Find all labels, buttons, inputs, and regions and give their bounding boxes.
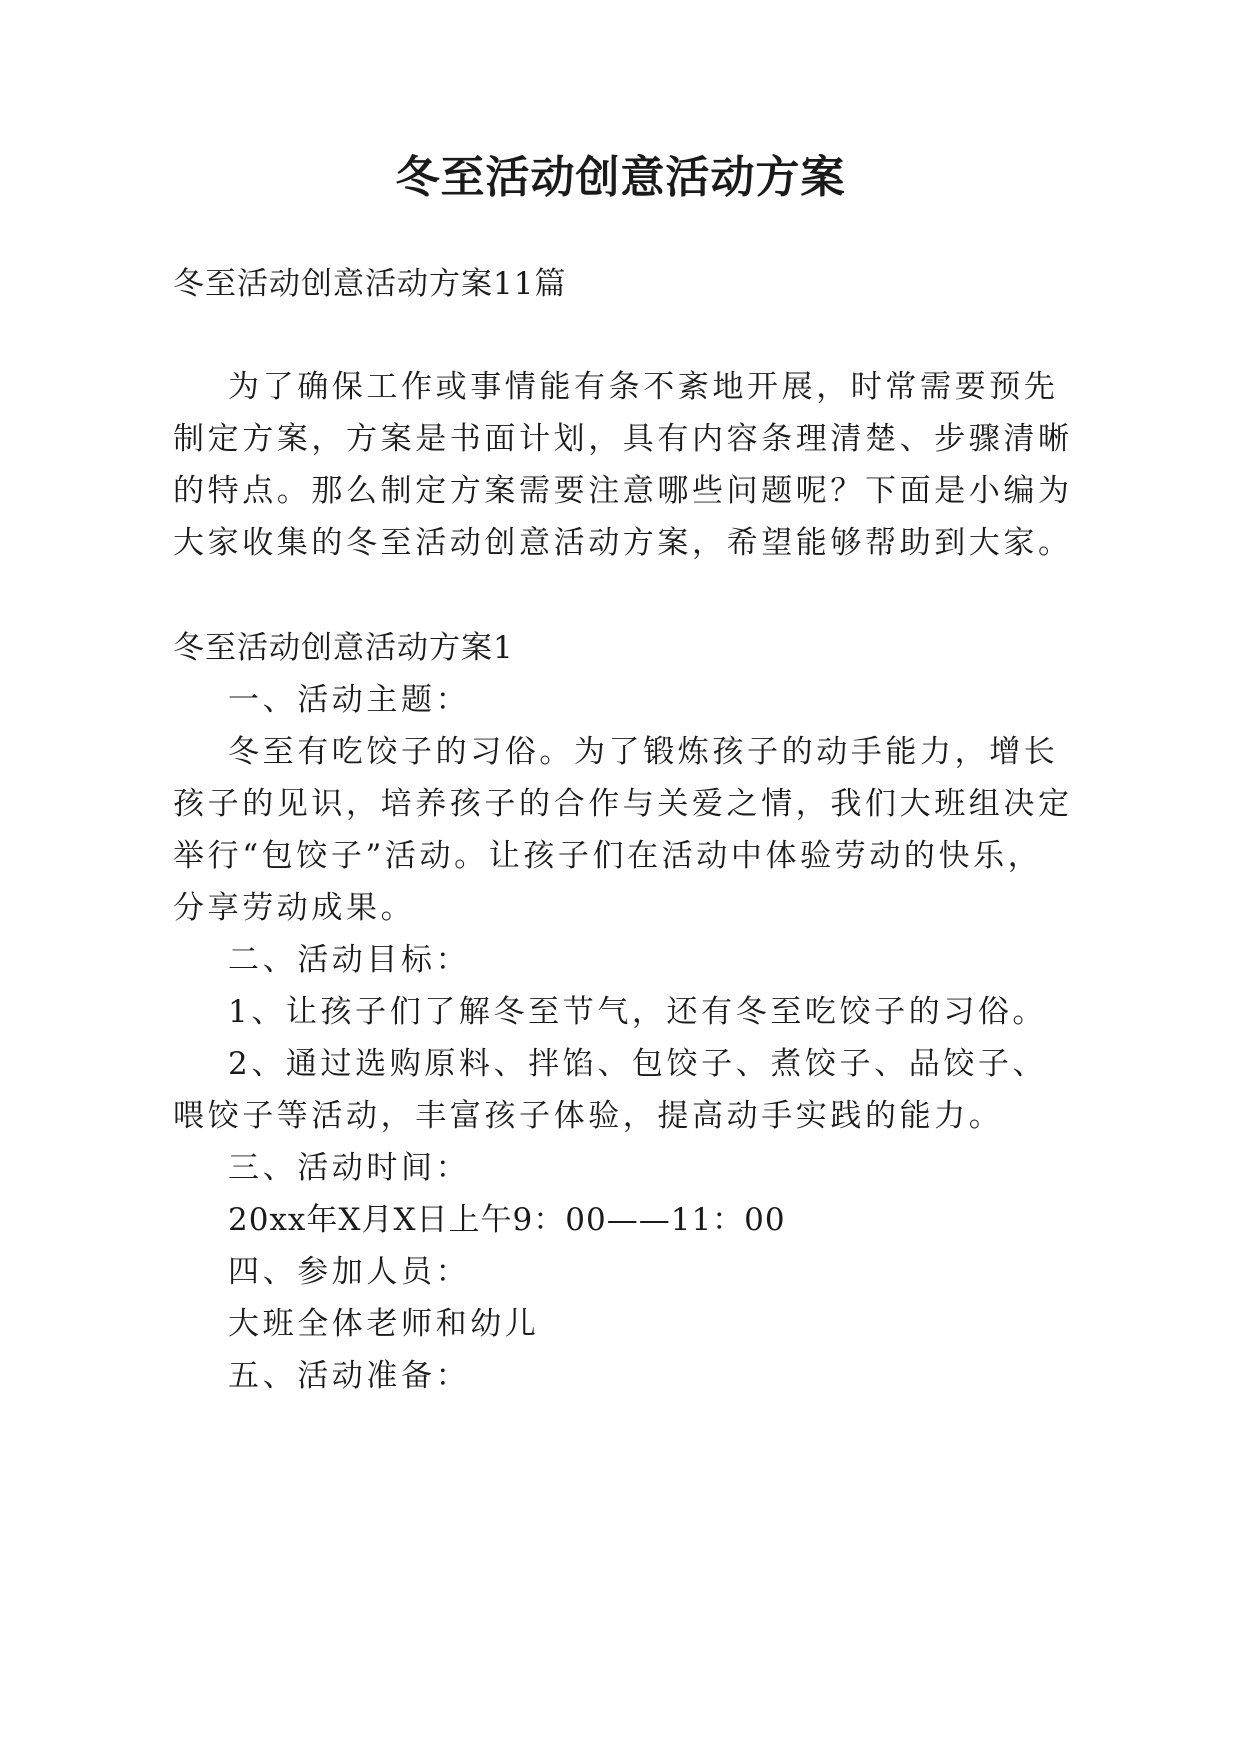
body-line: 孩子的见识，培养孩子的合作与关爱之情，我们大班组决定 (173, 786, 1073, 822)
goal-item: 2、通过选购原料、拌馅、包饺子、煮饺子、品饺子、 (228, 1046, 1048, 1082)
body-line: 冬至有吃饺子的习俗。为了锻炼孩子的动手能力，增长 (228, 734, 1059, 770)
document-subtitle: 冬至活动创意活动方案11篇 (173, 266, 567, 302)
document-title: 冬至活动创意活动方案 (395, 152, 846, 203)
intro-line: 制定方案，方案是书面计划，具有内容条理清楚、步骤清晰 (173, 421, 1073, 457)
body-line: 举行“包饺子”活动。让孩子们在活动中体验劳动的快乐， (173, 838, 1043, 874)
heading-time: 三、活动时间： (228, 1150, 471, 1186)
heading-theme: 一、活动主题： (228, 682, 471, 718)
intro-line: 的特点。那么制定方案需要注意哪些问题呢？下面是小编为 (173, 473, 1073, 509)
participants-value: 大班全体老师和幼儿 (228, 1306, 540, 1342)
intro-line: 大家收集的冬至活动创意活动方案，希望能够帮助到大家。 (173, 525, 1073, 561)
intro-line: 为了确保工作或事情能有条不紊地开展，时常需要预先 (228, 369, 1059, 405)
goal-item: 1、让孩子们了解冬至节气，还有冬至吃饺子的习俗。 (228, 994, 1048, 1030)
heading-goals: 二、活动目标： (228, 942, 471, 978)
goal-item-continued: 喂饺子等活动，丰富孩子体验，提高动手实践的能力。 (173, 1098, 1004, 1134)
section-title: 冬至活动创意活动方案1 (173, 630, 514, 666)
heading-preparation: 五、活动准备： (228, 1358, 471, 1394)
heading-participants: 四、参加人员： (228, 1254, 471, 1290)
time-value: 20xx年X月X日上午9：00——11：00 (228, 1202, 786, 1238)
body-line: 分享劳动成果。 (173, 890, 416, 926)
